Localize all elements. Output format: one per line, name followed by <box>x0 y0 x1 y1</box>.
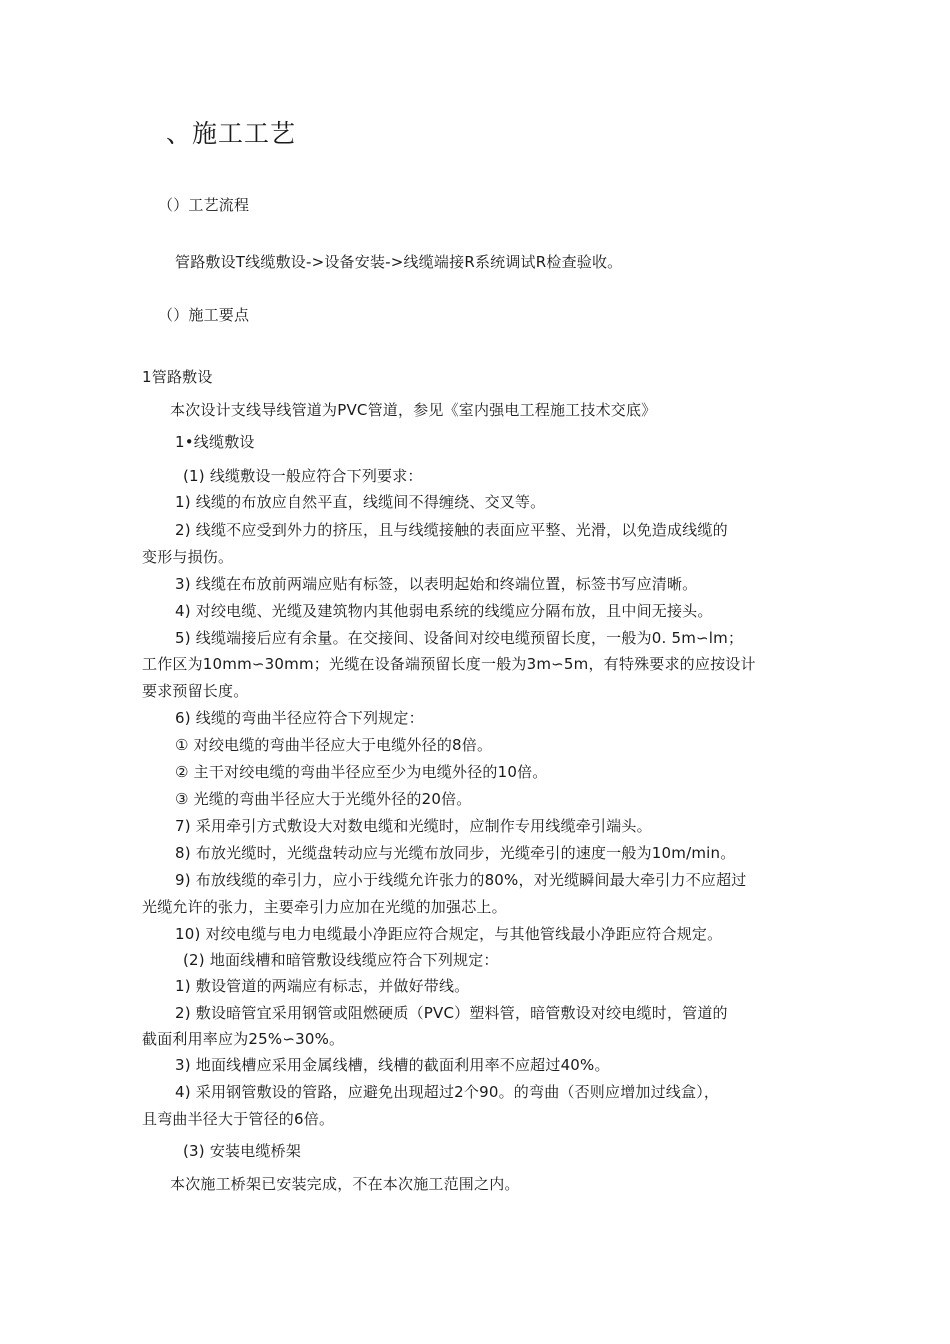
item-heading-cable: 1•线缆敷设 <box>175 433 255 451</box>
requirement-line: 3) 线缆在布放前两端应贴有标签，以表明起始和终端位置，标签书写应清晰。 <box>175 575 698 593</box>
requirement-line: 要求预留长度。 <box>142 682 249 700</box>
requirement-line: 9) 布放线缆的牵引力，应小于线缆允许张力的80%，对光缆瞬间最大牵引力不应超过 <box>175 871 747 889</box>
requirement-line: 2) 线缆不应受到外力的挤压，且与线缆接触的表面应平整、光滑，以免造成线缆的 <box>175 521 728 539</box>
requirement-line: 4) 采用钢管敷设的管路，应避免出现超过2个90。的弯曲（否则应增加过线盒）， <box>175 1083 720 1101</box>
requirement-line: 6) 线缆的弯曲半径应符合下列规定： <box>175 709 424 727</box>
requirement-text-3: 本次施工桥架已安装完成，不在本次施工范围之内。 <box>170 1175 520 1193</box>
requirement-line: 3) 地面线槽应采用金属线槽，线槽的截面利用率不应超过40%。 <box>175 1056 610 1074</box>
requirement-line: 截面利用率应为25%∽30%。 <box>142 1030 345 1048</box>
requirement-line: 且弯曲半径大于管径的6倍。 <box>142 1110 335 1128</box>
requirement-heading-3: (3) 安装电缆桥架 <box>183 1142 302 1160</box>
requirement-line: 10) 对绞电缆与电力电缆最小净距应符合规定，与其他管线最小净距应符合规定。 <box>175 925 723 943</box>
item-heading-conduit: 1管路敷设 <box>142 368 213 386</box>
requirement-line: 1) 线缆的布放应自然平直，线缆间不得缠绕、交叉等。 <box>175 493 546 511</box>
requirement-heading-2: (2) 地面线槽和暗管敷设线缆应符合下列规定： <box>183 951 499 969</box>
requirement-line: ② 主干对绞电缆的弯曲半径应至少为电缆外径的10倍。 <box>175 763 548 781</box>
process-flow-text: 管路敷设T线缆敷设->设备安装->线缆端接R系统调试R检查验收。 <box>175 253 623 271</box>
requirement-line: ① 对绞电缆的弯曲半径应大于电缆外径的8倍。 <box>175 736 493 754</box>
requirement-heading-1: (1) 线缆敷设一般应符合下列要求： <box>183 467 423 485</box>
requirement-line: 光缆允许的张力，主要牵引力应加在光缆的加强芯上。 <box>142 898 507 916</box>
requirement-line: 变形与损伤。 <box>142 548 234 566</box>
section-heading-key-points: （）施工要点 <box>158 306 250 324</box>
requirement-line: 5) 线缆端接后应有余量。在交接间、设备间对绞电缆预留长度，一般为0. 5m∽lm； <box>175 629 744 647</box>
requirement-line: 7) 采用牵引方式敷设大对数电缆和光缆时，应制作专用线缆牵引端头。 <box>175 817 652 835</box>
section-heading-process: （）工艺流程 <box>158 196 250 214</box>
requirement-line: 4) 对绞电缆、光缆及建筑物内其他弱电系统的线缆应分隔布放，且中间无接头。 <box>175 602 713 620</box>
requirement-line: 1) 敷设管道的两端应有标志，并做好带线。 <box>175 977 470 995</box>
item-text-conduit: 本次设计支线导线管道为PVC管道，参见《室内强电工程施工技术交底》 <box>170 401 657 419</box>
requirement-line: ③ 光缆的弯曲半径应大于光缆外径的20倍。 <box>175 790 472 808</box>
requirement-line: 工作区为10mm∽30mm；光缆在设备端预留长度一般为3m∽5m，有特殊要求的应按设计 <box>142 655 756 673</box>
requirement-line: 2) 敷设暗管宜采用钢管或阻燃硬质（PVC）塑料管，暗管敷设对绞电缆时，管道的 <box>175 1004 728 1022</box>
requirement-line: 8) 布放光缆时，光缆盘转动应与光缆布放同步，光缆牵引的速度一般为10m/min。 <box>175 844 736 862</box>
page-title: 、施工工艺 <box>166 119 297 148</box>
